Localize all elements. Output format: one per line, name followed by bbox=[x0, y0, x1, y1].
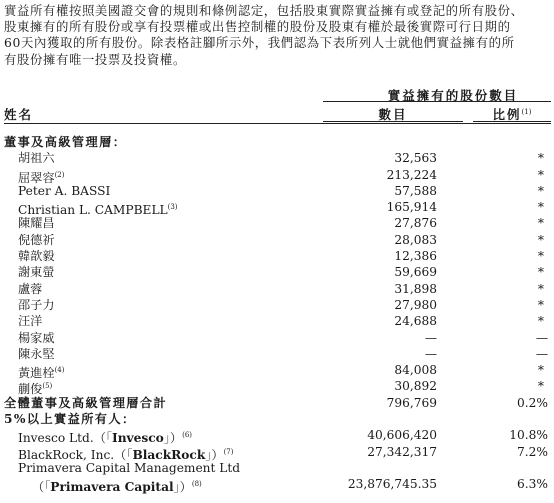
percent-asterisk: * bbox=[537, 314, 544, 329]
table-row bbox=[0, 281, 554, 297]
intro-line: 股東擁有的所有股份或享有投票權或出售控制權的股份及股東有權於最後實際可行日期的 bbox=[4, 19, 511, 35]
share-number: 32,563 bbox=[394, 151, 437, 166]
table-row bbox=[0, 460, 554, 476]
percent-asterisk: * bbox=[537, 363, 544, 378]
table-row bbox=[0, 378, 554, 397]
intro-line: 實益所有權按照美國證交會的規則和條例認定，包括股東實際實益擁有或登記的所有股份、 bbox=[4, 3, 524, 18]
table-row bbox=[0, 199, 554, 218]
director-name: 胡祖六 bbox=[18, 151, 55, 166]
percent-asterisk: * bbox=[537, 151, 544, 166]
table-row bbox=[0, 264, 554, 280]
shareholding-table bbox=[0, 134, 554, 493]
column-header-number: 數目 bbox=[378, 107, 408, 122]
director-name: 陳永堅 bbox=[18, 346, 55, 361]
header-bottom-rule bbox=[4, 123, 551, 124]
holder-name: BlackRock, Inc.（「BlackRock」）$^{(7)}$ bbox=[18, 447, 234, 462]
percent-asterisk: * bbox=[537, 216, 544, 231]
director-name: 蒯俊$^{(5)}$ bbox=[18, 382, 53, 397]
number-dash: — bbox=[424, 330, 437, 345]
share-number: 165,914 bbox=[386, 200, 437, 215]
director-name: 楊家威 bbox=[18, 330, 55, 345]
share-number: 59,669 bbox=[394, 265, 437, 280]
holder-name: Invesco Ltd.（「Invesco」）$^{(6)}$ bbox=[18, 431, 193, 446]
holder-number: 23,876,745.35 bbox=[347, 477, 437, 492]
holder-number: 27,342,317 bbox=[367, 444, 437, 459]
holder-number: 40,606,420 bbox=[367, 428, 437, 443]
share-number: 27,876 bbox=[394, 216, 437, 231]
share-number: 213,224 bbox=[386, 167, 437, 182]
table-row bbox=[0, 476, 554, 495]
total-row bbox=[0, 395, 554, 411]
header-rule-number bbox=[323, 121, 463, 122]
table-row bbox=[0, 330, 554, 346]
intro-paragraph bbox=[4, 3, 550, 68]
section-heading: 董事及高級管理層： bbox=[4, 135, 127, 149]
table-row bbox=[0, 248, 554, 264]
share-number: 12,386 bbox=[394, 249, 437, 264]
director-name: Peter A. BASSI bbox=[18, 183, 111, 198]
table-row bbox=[0, 150, 554, 166]
share-number: 28,083 bbox=[394, 232, 437, 247]
footnote-marker: (5) bbox=[42, 382, 53, 391]
number-dash: — bbox=[424, 346, 437, 361]
table-row bbox=[0, 444, 554, 460]
header-rule bbox=[323, 101, 551, 102]
table-row bbox=[0, 297, 554, 313]
share-number: 31,898 bbox=[394, 281, 437, 296]
director-name: 倪德祈 bbox=[18, 232, 55, 247]
director-name: 韓歆毅 bbox=[18, 249, 55, 264]
header-rule-percent bbox=[473, 121, 551, 122]
share-number: 27,980 bbox=[394, 297, 437, 312]
total-number: 796,769 bbox=[386, 395, 437, 410]
section-heading: 5%以上實益所有人： bbox=[4, 412, 136, 427]
director-name: Christian L. CAMPBELL$^{(3)}$ bbox=[18, 203, 178, 218]
table-row bbox=[0, 362, 554, 381]
table-row bbox=[0, 313, 554, 329]
holder-percent: 7.2% bbox=[517, 444, 548, 459]
total-label: 全體董事及高級管理層合計 bbox=[4, 395, 168, 410]
share-number: 84,008 bbox=[394, 363, 437, 378]
total-percent: 0.2% bbox=[517, 395, 548, 410]
intro-line: 60天內獲取的所有股份。除表格註腳所示外，我們認為下表所列人士就他們實益擁有的所 bbox=[4, 35, 515, 51]
percent-asterisk: * bbox=[537, 200, 544, 215]
percent-asterisk: * bbox=[537, 265, 544, 280]
footnote-marker: (8) bbox=[191, 480, 202, 489]
percent-asterisk: * bbox=[537, 249, 544, 264]
footnote-marker: (7) bbox=[223, 447, 234, 456]
footnote-marker: (6) bbox=[182, 431, 193, 440]
director-name: 邵子力 bbox=[18, 297, 55, 312]
director-name: 陳耀昌 bbox=[18, 216, 55, 231]
holder-percent: 6.3% bbox=[517, 477, 548, 492]
percent-dash: — bbox=[535, 346, 548, 361]
footnote-marker: (4) bbox=[54, 366, 65, 375]
director-name: 盧蓉 bbox=[18, 281, 43, 296]
percent-asterisk: * bbox=[537, 167, 544, 182]
footnote-marker: (2) bbox=[54, 170, 65, 179]
director-name: 屈翠容$^{(2)}$ bbox=[18, 170, 65, 185]
table-row bbox=[0, 183, 554, 199]
percent-asterisk: * bbox=[537, 232, 544, 247]
table-row bbox=[0, 167, 554, 183]
holder-name: Primavera Capital Management Ltd bbox=[18, 460, 241, 475]
percent-asterisk: * bbox=[537, 183, 544, 198]
percent-asterisk: * bbox=[537, 379, 544, 394]
share-number: 57,588 bbox=[394, 183, 437, 198]
table-row bbox=[0, 232, 554, 248]
table-row bbox=[0, 215, 554, 231]
percent-dash: — bbox=[535, 330, 548, 345]
column-header-name: 姓名 bbox=[4, 107, 34, 122]
footnote-marker: (3) bbox=[167, 203, 178, 212]
holder-rows bbox=[0, 427, 554, 460]
share-number: 24,688 bbox=[394, 314, 437, 329]
table-row bbox=[0, 427, 554, 446]
director-name: 汪洋 bbox=[18, 314, 43, 329]
percent-asterisk: * bbox=[537, 297, 544, 312]
column-header-percent: 比例$^{(1)}$ bbox=[492, 107, 532, 122]
intro-line: 有股份擁有唯一投票及投資權。 bbox=[4, 51, 186, 67]
percent-asterisk: * bbox=[537, 281, 544, 296]
column-group-header: 實益擁有的股份數目 bbox=[387, 88, 519, 103]
share-number: 30,892 bbox=[394, 379, 437, 394]
table-row bbox=[0, 346, 554, 362]
holder-percent: 10.8% bbox=[509, 428, 548, 443]
director-name: 黃進栓$^{(4)}$ bbox=[18, 366, 65, 381]
holder-name-short: （「Primavera Capital」）$^{(8)}$ bbox=[32, 480, 202, 495]
director-name: 謝東螢 bbox=[18, 265, 55, 280]
footnote-marker: (1) bbox=[521, 108, 532, 116]
director-rows bbox=[0, 150, 554, 397]
